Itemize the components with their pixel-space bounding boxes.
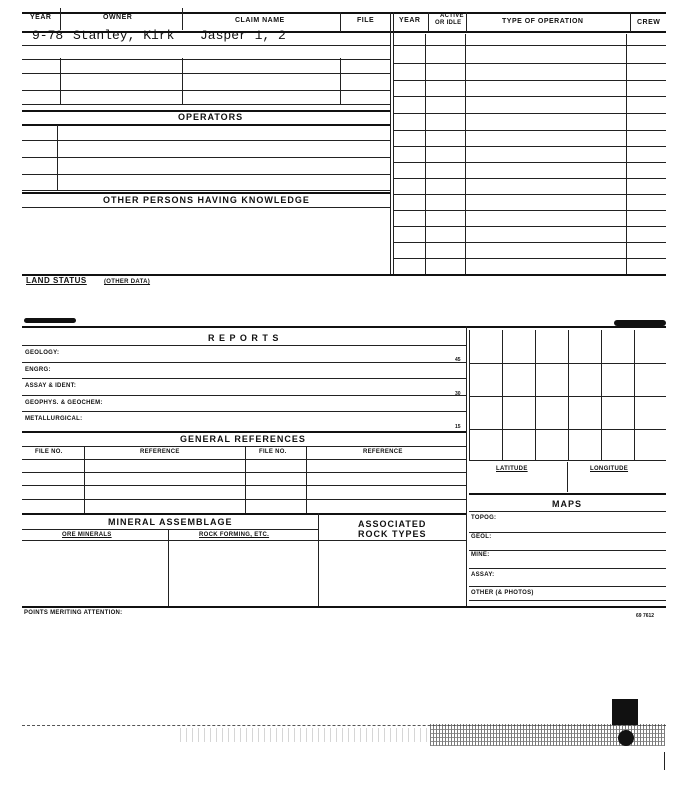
rule [22,472,466,473]
divider [60,58,61,104]
rule [469,550,666,551]
rule [22,274,666,276]
ref-file-no-1: FILE NO. [35,449,63,455]
divider [340,12,341,32]
divider [634,330,635,460]
rule [22,395,466,396]
rule [393,242,666,243]
rule [393,210,666,211]
divider [601,330,602,460]
maps-geol: GEOL: [471,534,492,540]
rule [22,378,466,379]
ref-reference-1: REFERENCE [140,449,180,455]
header-year-right: YEAR [399,17,421,24]
rule [393,96,666,97]
rule [22,362,466,363]
mineral-assemblage-heading: MINERAL ASSEMBLAGE [108,517,233,527]
report-number-30: 30 [455,391,461,397]
divider [466,326,467,606]
rule [22,411,466,412]
report-number-15: 15 [455,424,461,430]
rule [393,226,666,227]
header-year: YEAR [30,14,52,21]
general-references-heading: GENERAL REFERENCES [180,434,306,444]
header-crew: CREW [637,19,661,26]
rule [469,600,666,601]
divider [502,330,503,460]
rule [393,258,666,259]
rule [22,190,390,191]
divider [245,446,246,513]
rule [22,104,390,105]
header-type-of-operation: TYPE OF OPERATION [502,18,584,25]
rule [22,513,466,515]
entry-claim-name: Jasper 1, 2 [200,28,286,43]
header-file: FILE [357,17,375,24]
report-geology: GEOLOGY: [25,350,60,356]
header-claim-name: CLAIM NAME [235,17,285,24]
rule [22,45,390,46]
divider [390,12,391,274]
rule [469,396,666,397]
rule [22,540,466,541]
rule [469,586,666,587]
form-number: 69 7612 [636,613,655,619]
divider [84,446,85,513]
rule [393,146,666,147]
divider [664,752,665,770]
divider [318,513,319,606]
maps-assay: ASSAY: [471,572,495,578]
maps-other: OTHER (& PHOTOS) [471,590,534,596]
divider [567,462,568,492]
rule [22,499,466,500]
report-assay: ASSAY & IDENT: [25,383,77,389]
report-engrg: ENGRG: [25,367,51,373]
rule [22,459,466,460]
ore-minerals-heading: ORE MINERALS [62,532,112,538]
ref-reference-2: REFERENCE [363,449,403,455]
rule [469,460,666,461]
rule [469,429,666,430]
rule [393,45,666,46]
rock-types-heading: ROCK TYPES [358,529,427,539]
divider [425,34,426,274]
rule [469,511,666,512]
rule [22,446,466,447]
rule [393,162,666,163]
report-metallurgical: METALLURGICAL: [25,416,83,422]
divider [465,34,466,274]
rule [22,140,390,141]
scan-noise [180,728,430,742]
rule [393,178,666,179]
rule [22,326,666,328]
land-status-sub: (OTHER DATA) [104,279,151,285]
land-status-heading: LAND STATUS [26,276,87,285]
maps-mine: MINE: [471,552,490,558]
longitude-label: LONGITUDE [590,466,629,472]
other-persons-heading: OTHER PERSONS HAVING KNOWLEDGE [103,195,310,205]
rule [393,113,666,114]
divider [340,58,341,104]
divider [466,12,467,32]
rule [22,431,466,433]
scan-mark [618,730,634,746]
associated-heading: ASSOCIATED [358,519,427,529]
rule [393,63,666,64]
divider [60,8,61,30]
rule [469,363,666,364]
header-active: ACTIVE [440,13,464,19]
scan-mark [612,699,638,725]
maps-heading: MAPS [552,499,583,509]
divider [428,12,429,32]
divider [168,529,169,606]
divider [626,34,627,274]
latitude-label: LATITUDE [496,466,528,472]
smudge [24,318,76,323]
rule [22,606,666,608]
rule [393,80,666,81]
divider [182,8,183,30]
maps-topog: TOPOG: [471,515,497,521]
report-geophys: GEOPHYS. & GEOCHEM: [25,400,103,406]
divider [393,12,394,274]
rule [22,207,390,208]
rule [22,174,390,175]
operators-heading: OPERATORS [178,112,244,122]
rule [22,529,318,530]
rule [22,485,466,486]
rule [22,345,466,346]
rule [469,493,666,495]
rule [22,192,390,194]
header-or-idle: OR IDLE [435,20,462,26]
report-number-45: 45 [455,357,461,363]
rule [393,130,666,131]
divider [182,58,183,104]
divider [630,12,631,32]
rock-forming-heading: ROCK FORMING, ETC. [199,532,270,538]
header-owner: OWNER [103,14,133,21]
rule [393,194,666,195]
entry-owner: Stanley, Kirk [73,28,175,43]
divider [535,330,536,460]
rule [22,157,390,158]
reports-heading: R E P O R T S [208,333,280,343]
divider [57,125,58,190]
points-meriting-attention: POINTS MERITING ATTENTION: [24,610,123,616]
ref-file-no-2: FILE NO. [259,449,287,455]
rule [469,532,666,533]
rule [22,59,390,60]
entry-year: 9-78 [32,28,64,43]
divider [568,330,569,460]
divider [306,446,307,513]
rule [22,124,390,126]
rule [469,568,666,569]
rule [22,90,390,91]
rule [22,73,390,74]
divider [469,330,470,460]
